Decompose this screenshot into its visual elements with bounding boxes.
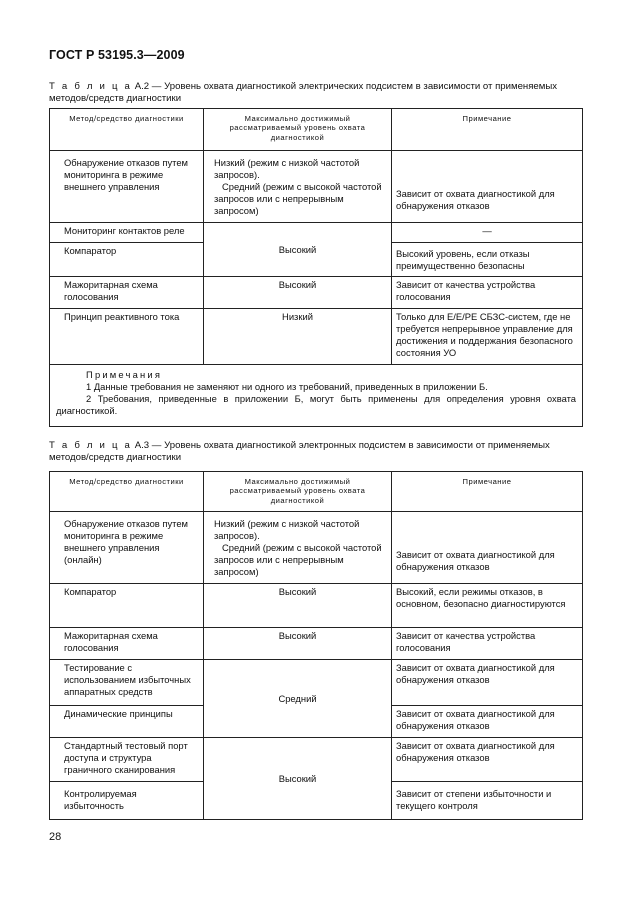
table-a2-r1-level <box>204 151 392 223</box>
table-a3-r3-level: Высокий <box>204 628 392 660</box>
table-a3-r1-level <box>204 512 392 584</box>
table-a2-notes-title: Примечания <box>86 369 163 380</box>
table-a3-r2-level: Высокий <box>204 584 392 628</box>
table-a3-r7-method: Контролируемая избыточность <box>50 782 204 820</box>
table-a3-r3-method: Мажоритарная схема голосования <box>50 628 204 660</box>
table-a2-r3-note: Высокий уровень, если отказы преимущественно безопасны <box>392 243 583 277</box>
table-a3 <box>49 471 583 820</box>
table-a3-r6-note: Зависит от охвата диагностикой для обнаружения отказов <box>392 738 583 782</box>
table-a2-r5-note: Только для Е/Е/РЕ СБЗС-систем, где не требуется непрерывное управление для достижения и поддержания безопасного состояния УО <box>392 309 583 365</box>
table-a2-caption-label: Т а б л и ц а <box>49 81 133 92</box>
table-a3-r4-note: Зависит от охвата диагностикой для обнаружения отказов <box>392 660 583 706</box>
table-a2-r5-method: Принцип реактивного тока <box>50 309 204 365</box>
table-a3-caption <box>49 440 584 464</box>
page-number: 28 <box>49 831 62 843</box>
table-a2-note-1: 1 Данные требования не заменяют ни одного из требований, приведенных в приложении Б. <box>86 381 488 392</box>
table-row <box>50 584 583 628</box>
table-a2-header-row <box>50 109 583 151</box>
table-a3-r1-note: Зависит от охвата диагностикой для обнаружения отказов <box>392 512 583 584</box>
table-a3-col-method: Метод/средство диагностики <box>50 472 204 512</box>
table-row <box>50 738 583 782</box>
table-row <box>50 223 583 243</box>
document-header: ГОСТ Р 53195.3—2009 <box>49 48 185 62</box>
table-a3-r7-note: Зависит от степени избыточности и текущего контроля <box>392 782 583 820</box>
table-a3-r5-method: Динамические принципы <box>50 706 204 738</box>
table-a3-r2-note: Высокий, если режимы отказов, в основном, безопасно диагностируются <box>392 584 583 628</box>
table-a2-r4-method: Мажоритарная схема голосования <box>50 277 204 309</box>
table-a2-note-2: 2 Требования, приведенные в приложении Б, могут быть применены для определения уровня охвата диагностикой. <box>56 393 576 416</box>
table-a3-r1-method: Обнаружение отказов путем мониторинга в режиме внешнего управления (онлайн) <box>50 512 204 584</box>
table-a3-r5-note: Зависит от охвата диагностикой для обнаружения отказов <box>392 706 583 738</box>
table-a2-r1-level-low: Низкий (режим с низкой частотой запросов). <box>214 157 360 180</box>
table-a2-r1-note: Зависит от охвата диагностикой для обнаружения отказов <box>392 151 583 223</box>
table-a2-notes-row <box>50 365 583 427</box>
table-a3-col-level: Максимально достижимый рассматриваемый уровень охвата диагностикой <box>204 472 392 512</box>
table-a3-header-row <box>50 472 583 512</box>
table-a3-r4-method: Тестирование с использованием избыточных аппаратных средств <box>50 660 204 706</box>
table-a3-r3-note: Зависит от качества устройства голосования <box>392 628 583 660</box>
table-a3-r6-method: Стандартный тестовый порт доступа и структура граничного сканирования <box>50 738 204 782</box>
table-a2-notes <box>50 365 583 427</box>
table-row <box>50 277 583 309</box>
table-a3-col-note: Примечание <box>392 472 583 512</box>
table-a2-r4-note: Зависит от качества устройства голосования <box>392 277 583 309</box>
table-a2-r3-method: Компаратор <box>50 243 204 277</box>
table-a3-r2-method: Компаратор <box>50 584 204 628</box>
table-a3-r1-level-mid: Средний (режим с высокой частотой запросов или с непрерывным запросом) <box>214 542 382 577</box>
table-a3-caption-label: Т а б л и ц а <box>49 440 133 451</box>
table-row <box>50 628 583 660</box>
table-row <box>50 309 583 365</box>
table-a2-r2-note: — <box>392 223 583 243</box>
table-a3-r6r7-level: Высокий <box>204 738 392 820</box>
table-a2-col-note: Примечание <box>392 109 583 151</box>
table-a2 <box>49 108 583 427</box>
table-a3-r4r5-level: Средний <box>204 660 392 738</box>
table-a2-r1-level-mid: Средний (режим с высокой частотой запросов или с непрерывным запросом) <box>214 181 382 216</box>
table-a3-r1-level-low: Низкий (режим с низкой частотой запросов). <box>214 518 360 541</box>
table-a2-caption-text: А.2 — Уровень охвата диагностикой электрических подсистем в зависимости от применяемых методов/средств диагностики <box>49 81 558 104</box>
table-a3-caption-text: А.3 — Уровень охвата диагностикой электронных подсистем в зависимости от применяемых методов/средств диагностики <box>49 440 550 463</box>
table-a2-r2r3-level: Высокий <box>204 223 392 277</box>
table-a2-r2-method: Мониторинг контактов реле <box>50 223 204 243</box>
table-a2-col-level: Максимально достижимый рассматриваемый уровень охвата диагностикой <box>204 109 392 151</box>
table-a2-caption <box>49 81 584 105</box>
table-a2-r1-method: Обнаружение отказов путем мониторинга в режиме внешнего управления <box>50 151 204 223</box>
table-row <box>50 660 583 706</box>
table-row <box>50 151 583 223</box>
table-a2-r5-level: Низкий <box>204 309 392 365</box>
table-a2-r4-level: Высокий <box>204 277 392 309</box>
table-a2-col-method: Метод/средство диагностики <box>50 109 204 151</box>
table-row <box>50 512 583 584</box>
